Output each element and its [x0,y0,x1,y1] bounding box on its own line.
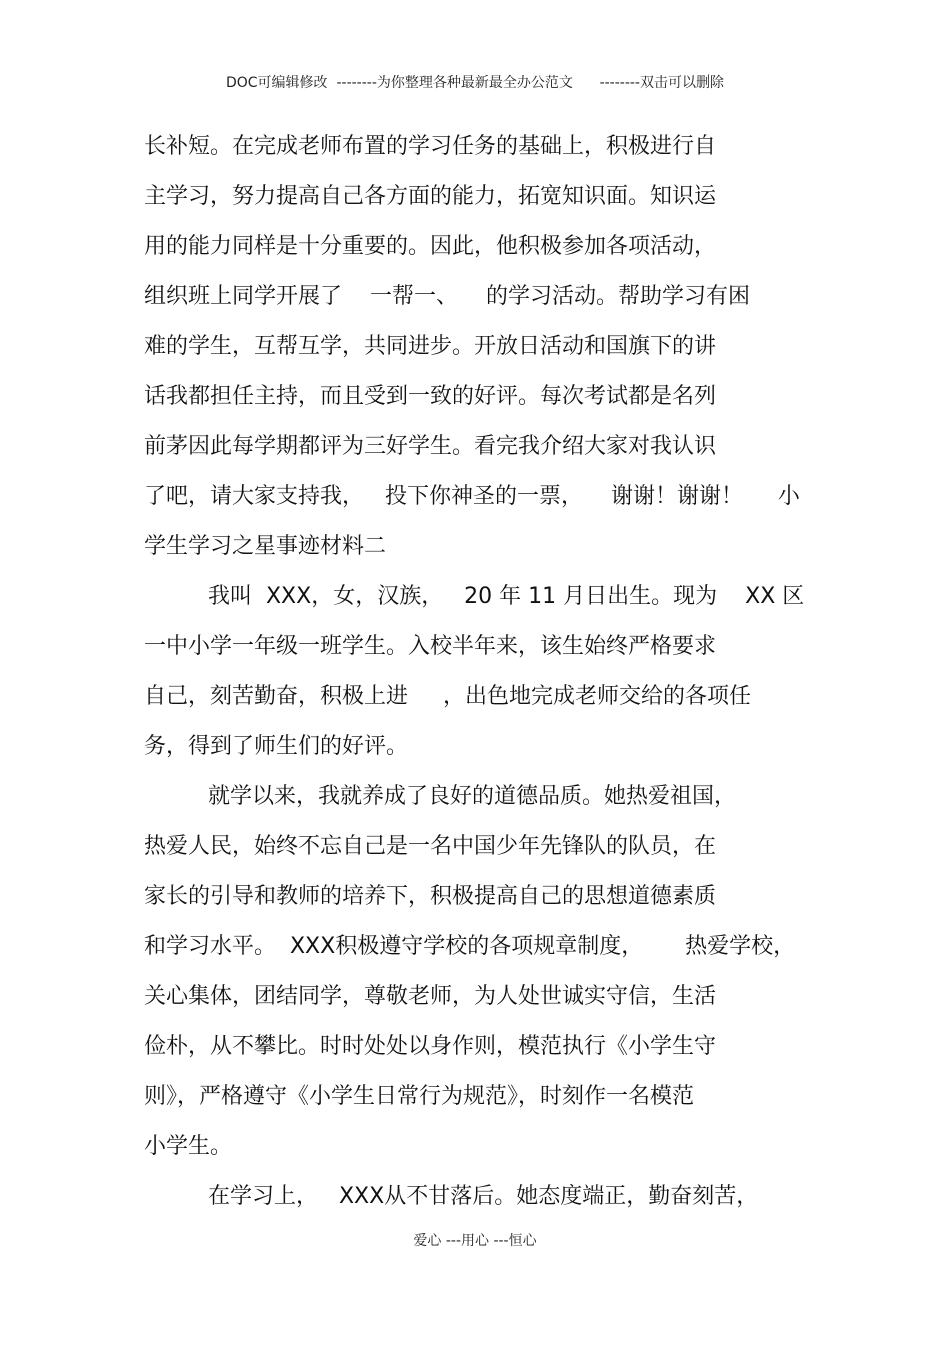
paragraph-line: 家长的引导和教师的培养下，积极提高自己的思想道德素质 [144,884,717,909]
paragraph-line: 话我都担任主持，而且受到一致的好评。每次考试都是名列 [144,384,717,409]
paragraph-line: 难的学生，互帮互学，共同进步。开放日活动和国旗下的讲 [144,334,717,359]
paragraph-line: 和学习水平。 XXX积极遵守学校的各项规章制度， 热爱学校， [144,934,796,959]
paragraph-line: 自己，刻苦勤奋，积极上进 ，出色地完成老师交给的各项任 [144,684,751,709]
paragraph-line: 主学习，努力提高自己各方面的能力，拓宽知识面。知识运 [144,184,717,209]
document-body [144,122,824,1222]
paragraph-line: 热爱人民，始终不忘自己是一名中国少年先锋队的队员，在 [144,834,717,859]
page-footer: 爱心 ---用心 ---恒心 [413,1233,537,1249]
paragraph-line: 务，得到了师生们的好评。 [144,734,409,759]
paragraph-line: 前茅因此每学期都评为三好学生。看完我介绍大家对我认识 [144,434,717,459]
paragraph-line: 则》，严格遵守《小学生日常行为规范》，时刻作一名模范 [144,1084,695,1109]
paragraph-line: 学生学习之星事迹材料二 [144,534,387,559]
page-header: DOC可编辑修改 --------为你整理各种最新最全办公范文 --------双击可以删除 [225,75,724,91]
paragraph-line: 长补短。在完成老师布置的学习任务的基础上，积极进行自 [144,134,717,159]
paragraph-line: 关心集体，团结同学，尊敬老师，为人处世诚实守信，生活 [144,984,717,1009]
paragraph-line: 用的能力同样是十分重要的。因此，他积极参加各项活动， [144,234,717,259]
paragraph-first-line: 就学以来，我就养成了良好的道德品质。她热爱祖国， [208,784,737,809]
paragraph-line: 小学生。 [144,1134,233,1159]
paragraph-line: 一中小学一年级一班学生。入校半年来，该生始终严格要求 [144,634,717,659]
paragraph-line: 组织班上同学开展了 一帮一、 的学习活动。帮助学习有困 [144,284,750,309]
paragraph-first-line: 在学习上， XXX从不甘落后。她态度端正，勤奋刻苦， [208,1184,759,1209]
paragraph-line: 俭朴，从不攀比。时时处处以身作则，模范执行《小学生守 [144,1034,717,1059]
paragraph-first-line: 我叫 XXX，女，汉族， 20 年 11 月日出生。现为 XX 区 [208,584,805,609]
paragraph-line: 了吧，请大家支持我， 投下你神圣的一票， 谢谢！谢谢！ 小 [144,484,800,509]
